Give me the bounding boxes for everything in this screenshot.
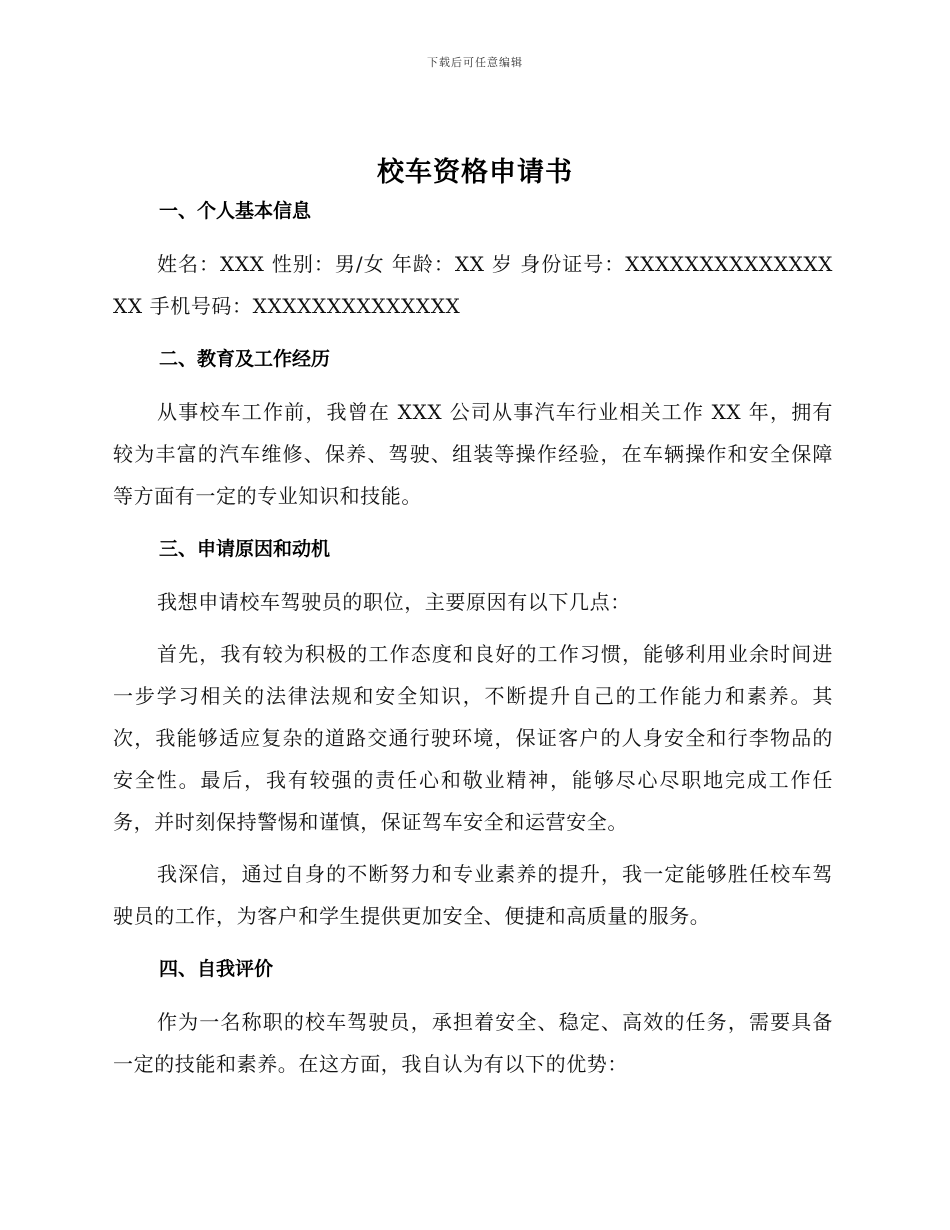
section-heading-self-evaluation: 四、自我评价 (159, 958, 274, 980)
education-work-paragraph: 从事校车工作前，我曾在 XXX 公司从事汽车行业相关工作 XX 年，拥有较为丰富的汽车维修、保养、驾驶、组装等操作经验，在车辆操作和安全保障等方面有一定的专业知识和技能。 (113, 400, 833, 508)
document-title: 校车资格申请书 (377, 157, 573, 188)
section-heading-education-work: 二、教育及工作经历 (159, 348, 331, 370)
header-note: 下载后可任意编辑 (427, 56, 523, 69)
reasons-conclusion-paragraph: 我深信，通过自身的不断努力和专业素养的提升，我一定能够胜任校车驾驶员的工作，为客户和学生提供更加安全、便捷和高质量的服务。 (113, 862, 833, 928)
section-heading-personal-info: 一、个人基本信息 (159, 200, 312, 222)
reasons-detail-paragraph: 首先，我有较为积极的工作态度和良好的工作习惯，能够利用业余时间进一步学习相关的法律法规和安全知识，不断提升自己的工作能力和素养。其次，我能够适应复杂的道路交通行驶环境，保证客户的人身安全和行李物品的安全性。最后，我有较强的责任心和敬业精神，能够尽心尽职地完成工作任务，并时刻保持警惕和谨慎，保证驾车安全和运营安全。 (113, 642, 833, 834)
personal-info-paragraph: 姓名：XXX 性别：男/女 年龄：XX 岁 身份证号：XXXXXXXXXXXXXXXX 手机号码：XXXXXXXXXXXXXX (113, 252, 833, 318)
reasons-intro-paragraph: 我想申请校车驾驶员的职位，主要原因有以下几点： (157, 590, 631, 614)
section-heading-reasons: 三、申请原因和动机 (159, 538, 331, 560)
document-body (113, 196, 833, 1085)
self-evaluation-paragraph: 作为一名称职的校车驾驶员，承担着安全、稳定、高效的任务，需要具备一定的技能和素养。在这方面，我自认为有以下的优势： (113, 1010, 833, 1076)
